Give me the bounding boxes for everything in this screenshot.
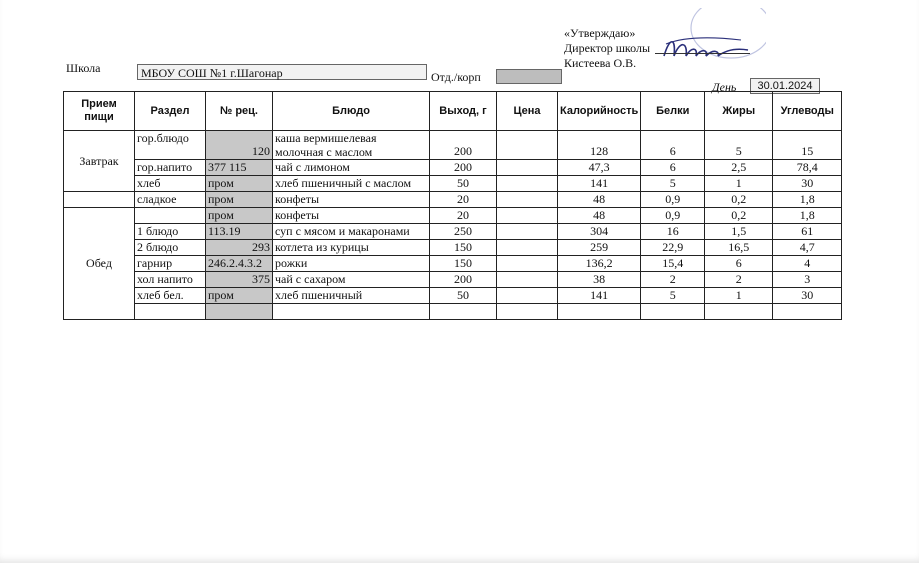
col-header: Жиры [705,92,773,131]
section-cell: гарнир [135,256,206,272]
empty-cell [497,304,558,320]
section-cell: 1 блюдо [135,224,206,240]
carbs-cell: 1,8 [773,208,842,224]
section-cell [135,208,206,224]
table-row [64,176,842,192]
table-row [64,131,842,160]
carbs-cell: 3 [773,272,842,288]
table-row-empty [64,304,842,320]
table-row [64,160,842,176]
calories-cell: 128 [558,131,641,160]
table-row [64,224,842,240]
dish-cell: чай с сахаром [273,272,430,288]
recipe-cell: 120 [206,131,273,160]
price-cell [497,131,558,160]
section-cell: гор.напито [135,160,206,176]
price-cell [497,160,558,176]
dish-cell: конфеты [273,192,430,208]
calories-cell: 38 [558,272,641,288]
col-header: Цена [497,92,558,131]
recipe-cell: 377 115 [206,160,273,176]
section-cell: хлеб [135,176,206,192]
col-header: Блюдо [273,92,430,131]
recipe-cell: 113.19 [206,224,273,240]
col-header: Белки [641,92,705,131]
empty-cell [641,304,705,320]
dept-field [496,69,562,84]
empty-cell [705,304,773,320]
carbs-cell: 4,7 [773,240,842,256]
fat-cell: 16,5 [705,240,773,256]
col-header: Прием пищи [64,92,135,131]
col-header: Выход, г [430,92,497,131]
dish-cell: суп с мясом и макаронами [273,224,430,240]
fat-cell: 0,2 [705,208,773,224]
calories-cell: 48 [558,208,641,224]
yield-cell: 50 [430,176,497,192]
empty-cell [135,304,206,320]
section-cell: хол напито [135,272,206,288]
table-row [64,272,842,288]
empty-cell [273,304,430,320]
calories-cell: 48 [558,192,641,208]
dish-cell [273,131,430,160]
price-cell [497,224,558,240]
meal-label-lunch: Обед [64,208,135,320]
recipe-cell: 293 [206,240,273,256]
table-row [64,256,842,272]
table-row [64,288,842,304]
recipe-cell: пром [206,176,273,192]
table-row [64,208,842,224]
yield-cell: 200 [430,131,497,160]
dish-line: молочная с маслом [275,145,373,159]
fat-cell: 1 [705,176,773,192]
table-row [64,240,842,256]
recipe-cell: пром [206,192,273,208]
section-cell: хлеб бел. [135,288,206,304]
school-field: МБОУ СОШ №1 г.Шагонар [137,64,427,80]
fat-cell: 0,2 [705,192,773,208]
table-row [64,192,842,208]
carbs-cell: 4 [773,256,842,272]
yield-cell: 20 [430,208,497,224]
carbs-cell: 15 [773,131,842,160]
protein-cell: 22,9 [641,240,705,256]
yield-cell: 50 [430,288,497,304]
calories-cell: 47,3 [558,160,641,176]
signature-line [655,53,750,54]
school-label: Школа [66,61,101,75]
fat-cell: 6 [705,256,773,272]
protein-cell: 16 [641,224,705,240]
section-cell: сладкое [135,192,206,208]
menu-table [63,91,842,320]
section-cell: гор.блюдо [135,131,206,160]
dish-line: каша вермишелевая [275,131,377,145]
calories-cell: 141 [558,176,641,192]
fat-cell: 1,5 [705,224,773,240]
recipe-cell: пром [206,288,273,304]
col-header: № рец. [206,92,273,131]
carbs-cell: 30 [773,288,842,304]
col-header: Углеводы [773,92,842,131]
col-header: Калорийность [558,92,641,131]
protein-cell: 6 [641,160,705,176]
empty-cell [206,304,273,320]
col-header: Раздел [135,92,206,131]
director-signature-stamp [636,8,766,78]
fat-cell: 5 [705,131,773,160]
dish-cell: котлета из курицы [273,240,430,256]
protein-cell: 5 [641,176,705,192]
dept-label: Отд./корп [431,70,481,84]
carbs-cell: 1,8 [773,192,842,208]
empty-cell [558,304,641,320]
protein-cell: 0,9 [641,192,705,208]
price-cell [497,192,558,208]
approval-line-1: «Утверждаю» [564,26,636,40]
dish-cell: хлеб пшеничный с маслом [273,176,430,192]
recipe-cell: пром [206,208,273,224]
price-cell [497,208,558,224]
recipe-cell: 246.2.4.3.2 [206,256,273,272]
day-label: День [712,80,737,94]
protein-cell: 6 [641,131,705,160]
price-cell [497,288,558,304]
calories-cell: 304 [558,224,641,240]
price-cell [497,240,558,256]
table-header-row [64,92,842,131]
date-field: 30.01.2024 [750,78,820,94]
empty-cell [430,304,497,320]
carbs-cell: 78,4 [773,160,842,176]
meal-label-breakfast: Завтрак [64,131,135,192]
calories-cell: 259 [558,240,641,256]
section-cell: 2 блюдо [135,240,206,256]
dish-cell: хлеб пшеничный [273,288,430,304]
calories-cell: 141 [558,288,641,304]
dish-cell: чай с лимоном [273,160,430,176]
fat-cell: 2 [705,272,773,288]
price-cell [497,272,558,288]
yield-cell: 200 [430,272,497,288]
price-cell [497,256,558,272]
empty-cell [773,304,842,320]
meal-cell-empty [64,192,135,208]
calories-cell: 136,2 [558,256,641,272]
fat-cell: 1 [705,288,773,304]
yield-cell: 150 [430,240,497,256]
carbs-cell: 30 [773,176,842,192]
recipe-cell: 375 [206,272,273,288]
price-cell [497,176,558,192]
protein-cell: 2 [641,272,705,288]
protein-cell: 15,4 [641,256,705,272]
dish-cell: рожки [273,256,430,272]
yield-cell: 200 [430,160,497,176]
approval-line-2: Директор школы [564,41,651,55]
fat-cell: 2,5 [705,160,773,176]
yield-cell: 150 [430,256,497,272]
protein-cell: 5 [641,288,705,304]
yield-cell: 250 [430,224,497,240]
approval-line-3: Кистеева О.В. [564,56,637,70]
protein-cell: 0,9 [641,208,705,224]
carbs-cell: 61 [773,224,842,240]
dish-cell: конфеты [273,208,430,224]
yield-cell: 20 [430,192,497,208]
